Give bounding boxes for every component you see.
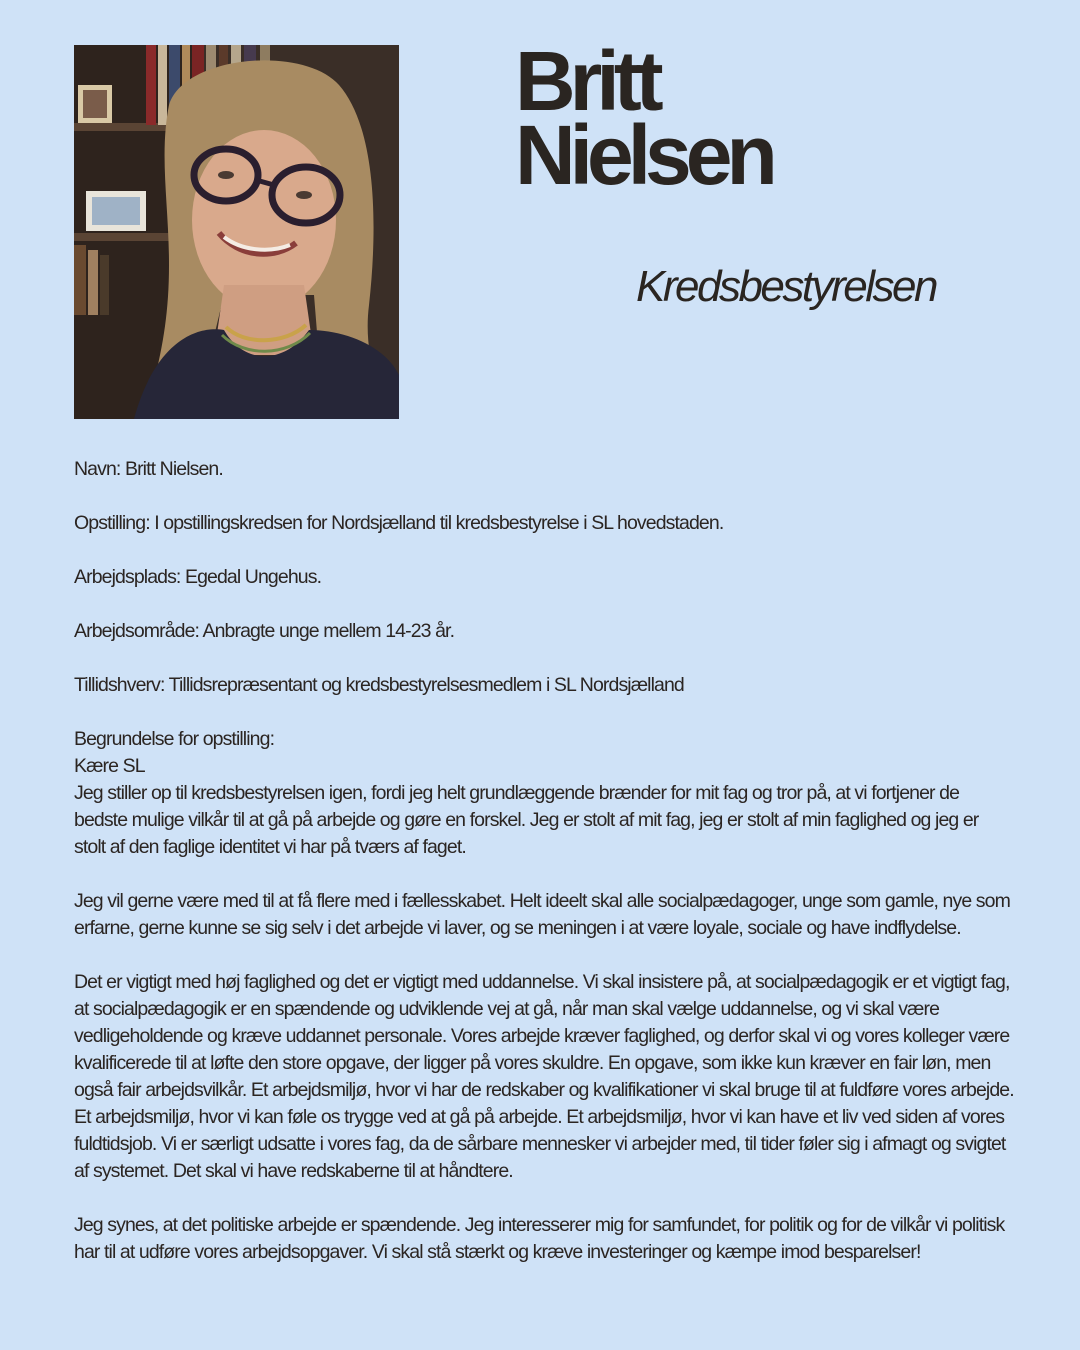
motivation-paragraph: Jeg synes, at det politiske arbejde er spændende. Jeg interesserer mig for samfundet, for politik og for de vilkår vi politisk har til at udføre vores arbejdsopgaver. Vi skal stå stærkt og kræve investeringer og kæmpe imod besparelser! [74,1214,1005,1263]
candidate-name [515,34,772,202]
detail-navn: Navn: Britt Nielsen. [74,458,223,480]
motivation-paragraph: Det er vigtigt med høj faglighed og det er vigtigt med uddannelse. Vi skal insistere på, at socialpædagogik er et vigtigt fag, at socialpædagogik er en spændende og udviklende vej at gå, når man skal vælge uddannelse, og vi skal være vedligeholdende og kræve uddannet personale. Vores arbejde kræver faglighed, og derfor skal vi og vores kolleger være kvalificerede til at løfte den store opgave, der ligger på vores skuldre. En opgave, som ikke kun kræver en fair løn, men også fair arbejdsvilkår. Et arbejdsmiljø, hvor vi har de redskaber og kvalifikationer vi skal bruge til at fuldføre vores arbejde. Et arbejdsmiljø, hvor vi kan føle os trygge ved at gå på arbejde. Et arbejdsmiljø, hvor vi kan have et liv ved siden af vores fuldtidsjob. Vi er særligt udsatte i vores fag, da de sårbare mennesker vi arbejder med, til tider føler sig i afmagt og svigtet af systemet. Det skal vi have redskaberne til at håndtere. [74,971,1014,1182]
portrait-photo [74,45,399,419]
last-name: Nielsen [515,108,772,202]
first-name: Britt [515,34,658,128]
motivation-paragraph: Jeg vil gerne være med til at få flere med i fællesskabet. Helt ideelt skal alle socialpædagoger, unge som gamle, nye som erfarne, gerne kunne se sig selv i det arbejde vi laver, og se meningen i at være loyale, sociale og have indflydelse. [74,890,1010,939]
motivation-heading: Begrundelse for opstilling: [74,728,275,750]
profile-content [74,456,1014,1293]
detail-arbejdsomraade: Arbejdsområde: Anbragte unge mellem 14-23 år. [74,620,455,642]
role-title: Kredsbestyrelsen [636,262,936,311]
detail-opstilling: Opstilling: I opstillingskredsen for Nordsjælland til kredsbestyrelse i SL hovedstaden. [74,512,724,534]
motivation-greeting: Kære SL [74,755,145,777]
motivation-paragraph: Jeg stiller op til kredsbestyrelsen igen, fordi jeg helt grundlæggende brænder for mit fag og tror på, at vi fortjener de bedste mulige vilkår til at gå på arbejde og gøre en forskel. Jeg er stolt af mit fag, jeg er stolt af min faglighed og jeg er stolt af den faglige identitet vi har på tværs af faget. [74,782,979,858]
detail-arbejdsplads: Arbejdsplads: Egedal Ungehus. [74,566,322,588]
detail-tillidshverv: Tillidshverv: Tillidsrepræsentant og kredsbestyrelsesmedlem i SL Nordsjælland [74,674,684,696]
